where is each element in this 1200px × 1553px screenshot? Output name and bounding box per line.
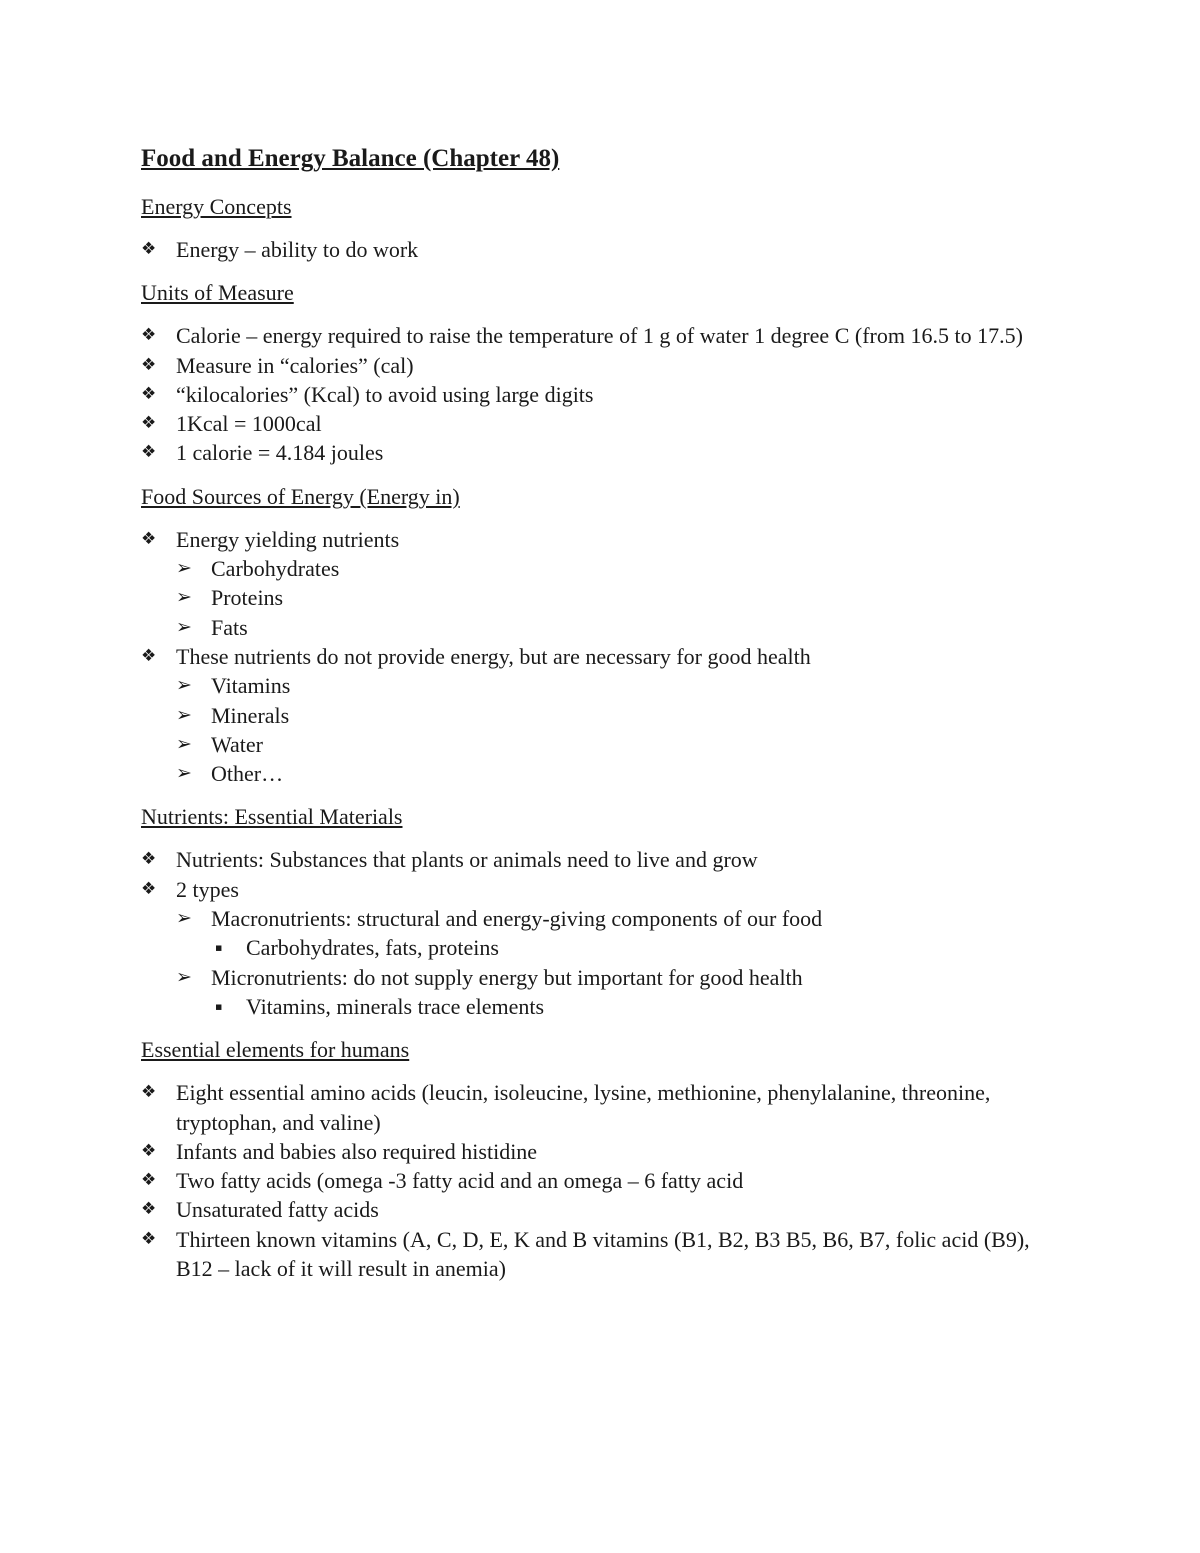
list-item: ❖ Energy yielding nutrients ➢ Carbohydrates ➢ Proteins ➢ Fats — [141, 525, 1070, 642]
sub-list-item: ➢ Other… — [176, 759, 1070, 788]
diamond-bullet-icon: ❖ — [141, 878, 157, 899]
essential-elements-list — [141, 1078, 1070, 1283]
section-heading-nutrients: Nutrients: Essential Materials — [141, 804, 403, 830]
sub-list-item: ➢ Micronutrients: do not supply energy but important for good health ▪ Vitamins, minerals trace elements — [176, 963, 1070, 1022]
sub-list-item: ➢ Water — [176, 730, 1070, 759]
list-item: ❖ 1 calorie = 4.184 joules — [141, 438, 1070, 467]
list-item: ❖ Infants and babies also required histidine — [141, 1137, 1070, 1166]
sub-list — [176, 904, 1070, 1021]
units-of-measure-list — [141, 321, 1070, 467]
arrow-bullet-icon: ➢ — [176, 907, 192, 930]
sub-sub-list-item: ▪ Carbohydrates, fats, proteins — [211, 933, 1070, 962]
section-heading-food-sources: Food Sources of Energy (Energy in) — [141, 483, 460, 509]
arrow-bullet-icon: ➢ — [176, 557, 192, 580]
list-item: ❖ Two fatty acids (omega -3 fatty acid and an omega – 6 fatty acid — [141, 1166, 1070, 1195]
diamond-bullet-icon: ❖ — [141, 383, 157, 404]
sub-list-item: ➢ Vitamins — [176, 671, 1070, 700]
arrow-bullet-icon: ➢ — [176, 674, 192, 697]
sub-sub-list — [211, 992, 1070, 1021]
list-item: ❖ 1Kcal = 1000cal — [141, 409, 1070, 438]
energy-concepts-list — [141, 235, 1070, 264]
sub-sub-list — [211, 933, 1070, 962]
arrow-bullet-icon: ➢ — [176, 965, 192, 988]
diamond-bullet-icon: ❖ — [141, 325, 157, 346]
arrow-bullet-icon: ➢ — [176, 615, 192, 638]
square-bullet-icon: ▪ — [215, 941, 223, 955]
sub-list-item: ➢ Minerals — [176, 701, 1070, 730]
document-title: Food and Energy Balance (Chapter 48) — [141, 145, 560, 172]
sub-list — [176, 671, 1070, 788]
square-bullet-icon: ▪ — [215, 999, 223, 1013]
list-item: ❖ 2 types ➢ Macronutrients: structural and energy-giving components of our food ▪ Carbohydrates, fats, proteins ➢ Micronutrients: do not supply energy but important for good health ▪ Vitamins, minerals trace elements — [141, 875, 1070, 1021]
diamond-bullet-icon: ❖ — [141, 442, 157, 463]
food-sources-list — [141, 525, 1070, 789]
section-heading-essential-elements: Essential elements for humans — [141, 1037, 410, 1063]
diamond-bullet-icon: ❖ — [141, 1082, 157, 1103]
section-heading-units-of-measure: Units of Measure — [141, 280, 294, 306]
list-item: ❖ “kilocalories” (Kcal) to avoid using large digits — [141, 380, 1070, 409]
arrow-bullet-icon: ➢ — [176, 703, 192, 726]
list-item: ❖ Calorie – energy required to raise the temperature of 1 g of water 1 degree C (from 16.5 to 17.5) — [141, 321, 1070, 350]
diamond-bullet-icon: ❖ — [141, 1228, 157, 1249]
sub-list-item: ➢ Fats — [176, 613, 1070, 642]
sub-list-item: ➢ Macronutrients: structural and energy-giving components of our food ▪ Carbohydrates, fats, proteins — [176, 904, 1070, 963]
arrow-bullet-icon: ➢ — [176, 762, 192, 785]
list-item: ❖ Measure in “calories” (cal) — [141, 351, 1070, 380]
section-heading-energy-concepts: Energy Concepts — [141, 194, 292, 219]
diamond-bullet-icon: ❖ — [141, 1199, 157, 1220]
list-item: ❖ Thirteen known vitamins (A, C, D, E, K and B vitamins (B1, B2, B3 B5, B6, B7, folic acid (B9), B12 – lack of it will result in anemia) — [141, 1226, 1030, 1282]
diamond-bullet-icon: ❖ — [141, 413, 157, 434]
nutrients-list — [141, 845, 1070, 1021]
sub-list-item: ➢ Carbohydrates — [176, 554, 1070, 583]
arrow-bullet-icon: ➢ — [176, 586, 192, 609]
diamond-bullet-icon: ❖ — [141, 528, 157, 549]
sub-list — [176, 554, 1070, 642]
diamond-bullet-icon: ❖ — [141, 849, 157, 870]
list-item: ❖ Eight essential amino acids (leucin, isoleucine, lysine, methionine, phenylalanine, threonine, tryptophan, and valine) — [141, 1080, 991, 1135]
diamond-bullet-icon: ❖ — [141, 239, 157, 259]
sub-list-item: ➢ Proteins — [176, 583, 1070, 612]
diamond-bullet-icon: ❖ — [141, 645, 157, 666]
diamond-bullet-icon: ❖ — [141, 1170, 157, 1191]
list-item: ❖ Nutrients: Substances that plants or animals need to live and grow — [141, 845, 1070, 874]
diamond-bullet-icon: ❖ — [141, 1140, 157, 1161]
list-item: ❖ Unsaturated fatty acids — [141, 1195, 1070, 1224]
list-item: ❖ Energy – ability to do work — [141, 235, 1070, 264]
arrow-bullet-icon: ➢ — [176, 732, 192, 755]
diamond-bullet-icon: ❖ — [141, 354, 157, 375]
sub-sub-list-item: ▪ Vitamins, minerals trace elements — [211, 992, 1070, 1021]
list-item: ❖ These nutrients do not provide energy, but are necessary for good health ➢ Vitamins ➢ Minerals ➢ Water ➢ Other… — [141, 642, 1070, 788]
